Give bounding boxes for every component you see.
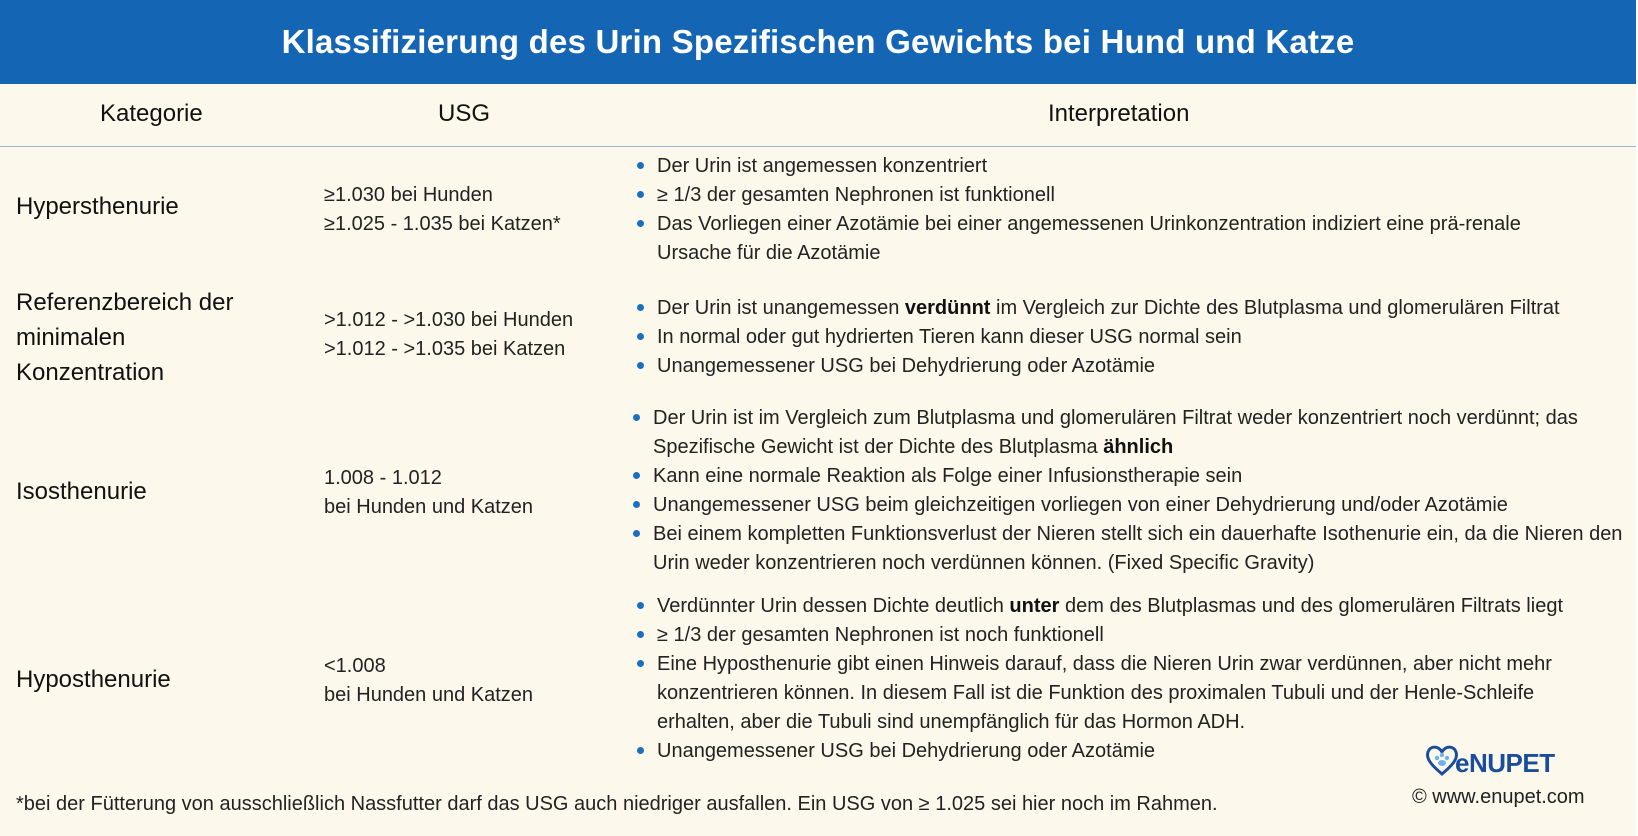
category-label: Konzentration: [16, 359, 165, 386]
category-label: Hypersthenurie: [16, 193, 179, 220]
bullet-item: [637, 650, 1597, 737]
bullet-text: Unangemessener USG bei Dehydrierung oder Azotämie: [657, 355, 1156, 377]
page-title: Klassifizierung des Urin Spezifischen Gewichts bei Hund und Katze: [281, 23, 1355, 60]
header-kategorie: Kategorie: [100, 100, 203, 127]
usg-line: ≥1.025 - 1.035 bei Katzen*: [324, 213, 561, 235]
footnote: *bei der Fütterung von ausschließlich Nassfutter darf das USG auch niedriger ausfallen. Ein USG von ≥ 1.025 sei hier noch im Rahmen.: [16, 793, 1218, 815]
bullet-text: dem des Blutplasmas und des glomerulären Filtrats liegt: [1059, 595, 1563, 617]
usg-line: bei Hunden und Katzen: [324, 684, 534, 706]
category-hyposthenurie: [16, 662, 171, 697]
header-interpretation: Interpretation: [1048, 100, 1190, 127]
category-label: Hyposthenurie: [16, 666, 171, 693]
bullet-text: Unangemessener USG bei Dehydrierung oder Azotämie: [657, 740, 1156, 762]
bullet-text: Das Vorliegen einer Azotämie bei einer angemessenen Urinkonzentration indiziert eine prä-renale Ursache für die Azotämie: [657, 213, 1521, 264]
emphasis-text: verdünnt: [904, 297, 991, 319]
emphasis-text: ähnlich: [1103, 436, 1174, 458]
usg-line: <1.008: [324, 655, 386, 677]
usg-line: 1.008 - 1.012: [324, 467, 442, 489]
bullet-item: [637, 294, 1622, 323]
header-usg: USG: [438, 100, 491, 127]
bullet-text: Der Urin ist unangemessen: [657, 297, 905, 319]
bullet-text: Bei einem kompletten Funktionsverlust der Nieren stellt sich ein dauerhafte Isothenurie ein, da die Nieren den Urin weder konzentrieren noch verdünnen können. (Fixed Specific Gravity): [653, 523, 1623, 574]
usg-referenzbereich: [324, 306, 573, 364]
title-bar: [0, 0, 1636, 84]
category-label: Referenzbereich der: [16, 289, 234, 316]
bullet-text: Kann eine normale Reaktion als Folge einer Infusionstherapie sein: [653, 465, 1243, 487]
emphasis-text: unter: [1009, 595, 1060, 617]
usg-hypersthenurie: [324, 181, 561, 239]
category-referenzbereich: [16, 285, 233, 390]
bullet-item: [637, 352, 1622, 381]
table-header: [0, 84, 1636, 147]
category-isosthenurie: [16, 474, 147, 509]
bullet-item: [637, 323, 1622, 352]
bullet-text: Unangemessener USG beim gleichzeitigen vorliegen von einer Dehydrierung und/oder Azotämie: [653, 494, 1508, 516]
bullet-item: [633, 462, 1628, 491]
usg-line: bei Hunden und Katzen: [324, 496, 534, 518]
bullet-item: [637, 621, 1597, 650]
usg-hyposthenurie: [324, 652, 533, 710]
bullet-item: [637, 181, 1597, 210]
bullet-text: im Vergleich zur Dichte des Blutplasma und glomerulären Filtrat: [990, 297, 1560, 319]
bullet-item: [637, 152, 1597, 181]
usg-line: >1.012 - >1.030 bei Hunden: [324, 309, 574, 331]
usg-line: ≥1.030 bei Hunden: [324, 184, 493, 206]
bullet-text: In normal oder gut hydrierten Tieren kann dieser USG normal sein: [657, 326, 1242, 348]
usg-isosthenurie: [324, 464, 533, 522]
bullet-item: [633, 520, 1628, 578]
bullet-item: [637, 592, 1597, 621]
bullet-item: [633, 404, 1628, 462]
copyright: © www.enupet.com: [1412, 786, 1585, 808]
bullet-item: [633, 491, 1628, 520]
bullet-text: Verdünnter Urin dessen Dichte deutlich: [657, 595, 1010, 617]
usg-line: >1.012 - >1.035 bei Katzen: [324, 338, 566, 360]
interpretation-hyposthenurie: [637, 592, 1597, 766]
bullet-text: ≥ 1/3 der gesamten Nephronen ist funktionell: [657, 184, 1055, 206]
bullet-text: Der Urin ist angemessen konzentriert: [657, 155, 988, 177]
bullet-text: Eine Hyposthenurie gibt einen Hinweis darauf, dass die Nieren Urin zwar verdünnen, aber nicht mehr konzentrieren können. In diesem Fall ist die Funktion des proximalen Tubuli und der Henle-Schleife erhalten, aber die Tubuli sind unempfänglich für das Hormon ADH.: [657, 653, 1552, 733]
interpretation-referenzbereich: [637, 294, 1622, 381]
category-label: Isosthenurie: [16, 478, 147, 505]
bullet-item: [637, 210, 1597, 268]
category-label: minimalen: [16, 324, 126, 351]
interpretation-hypersthenurie: [637, 152, 1597, 268]
category-hypersthenurie: [16, 189, 179, 224]
bullet-text: Der Urin ist im Vergleich zum Blutplasma und glomerulären Filtrat weder konzentriert noch verdünnt; das Spezifische Gewicht ist der Dichte des Blutplasma: [653, 407, 1578, 458]
interpretation-isosthenurie: [633, 404, 1628, 578]
logo: eNUPET: [1455, 748, 1555, 778]
bullet-text: ≥ 1/3 der gesamten Nephronen ist noch funktionell: [657, 624, 1104, 646]
